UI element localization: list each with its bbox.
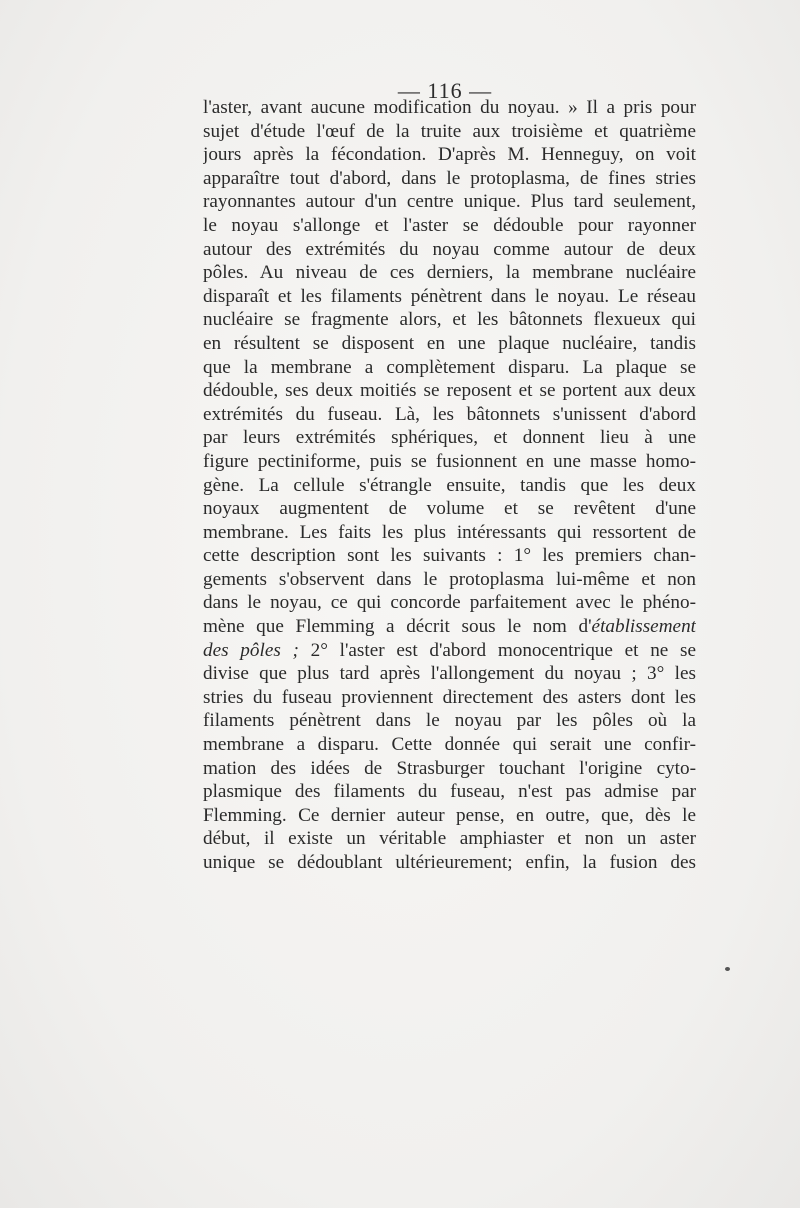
text-line: gène. La cellule s'étrangle ensuite, tandis que les deux (203, 474, 696, 496)
text-line: par leurs extrémités sphériques, et donnent lieu à une (203, 427, 696, 449)
text-line: en résultent se disposent en une plaque nucléaire, tandis (203, 332, 696, 354)
text-line-with-italic (203, 639, 696, 663)
text-line: gements s'observent dans le protoplasma lui-même et non (203, 568, 696, 590)
text-line: le noyau s'allonge et l'aster se dédouble pour rayonner (203, 214, 696, 236)
text-line: que la membrane a complètement disparu. La plaque se (203, 356, 696, 378)
text-line: unique se dédoublant ultérieurement; enfin, la fusion des (203, 852, 696, 873)
text-line-with-italic (203, 615, 696, 639)
text-line: rayonnantes autour d'un centre unique. Plus tard seulement, (203, 191, 696, 213)
text-line: membrane. Les faits les plus intéressants qui ressortent de (203, 521, 696, 543)
text-line: apparaître tout d'abord, dans le protoplasma, de fines stries (203, 167, 696, 189)
text-line: figure pectiniforme, puis se fusionnent en une masse homo- (203, 450, 696, 472)
italic-term: des pôles ; (203, 639, 299, 661)
text-line: plasmique des filaments du fuseau, n'est pas admise par (203, 781, 696, 803)
text-line: divise que plus tard après l'allongement du noyau ; 3° les (203, 663, 696, 685)
text-line: noyaux augmentent de volume et se revêtent d'une (203, 498, 696, 520)
text-line: nucléaire se fragmente alors, et les bâtonnets flexueux qui (203, 309, 696, 331)
text-line: filaments pénètrent dans le noyau par les pôles où la (203, 710, 696, 732)
page-number: — 116 — (397, 78, 493, 103)
text-line: Flemming. Ce dernier auteur pense, en outre, que, dès le (203, 804, 696, 826)
text-line: stries du fuseau proviennent directement des asters dont les (203, 686, 696, 708)
text-line: dans le noyau, ce qui concorde parfaitement avec le phéno- (203, 592, 696, 614)
text-line: début, il existe un véritable amphiaster et non un aster (203, 828, 696, 850)
text-line: autour des extrémités du noyau comme autour de deux (203, 238, 696, 260)
text-segment: mène que Flemming a décrit sous le nom d' (203, 616, 592, 638)
text-line: mation des idées de Strasburger touchant l'origine cyto- (203, 757, 696, 779)
text-line: dédouble, ses deux moitiés se reposent et se portent aux deux (203, 380, 696, 402)
text-line: pôles. Au niveau de ces derniers, la membrane nucléaire (203, 262, 696, 284)
text-line: l'aster, avant aucune modification du noyau. » Il a pris pour (203, 97, 696, 118)
text-line: extrémités du fuseau. Là, les bâtonnets s'unissent d'abord (203, 403, 696, 425)
text-line: membrane a disparu. Cette donnée qui serait une confir- (203, 734, 696, 756)
italic-term: établissement (591, 616, 696, 638)
text-segment: 2° l'aster est d'abord monocentrique et ne se (298, 639, 696, 661)
text-line: cette description sont les suivants : 1° les premiers chan- (203, 545, 696, 567)
ink-speck (725, 967, 730, 971)
text-line: sujet d'étude l'œuf de la truite aux troisième et quatrième (203, 120, 696, 142)
text-line: jours après la fécondation. D'après M. Henneguy, on voit (203, 144, 696, 166)
text-line: disparaît et les filaments pénètrent dans le noyau. Le réseau (203, 285, 696, 307)
body-text (203, 96, 696, 875)
